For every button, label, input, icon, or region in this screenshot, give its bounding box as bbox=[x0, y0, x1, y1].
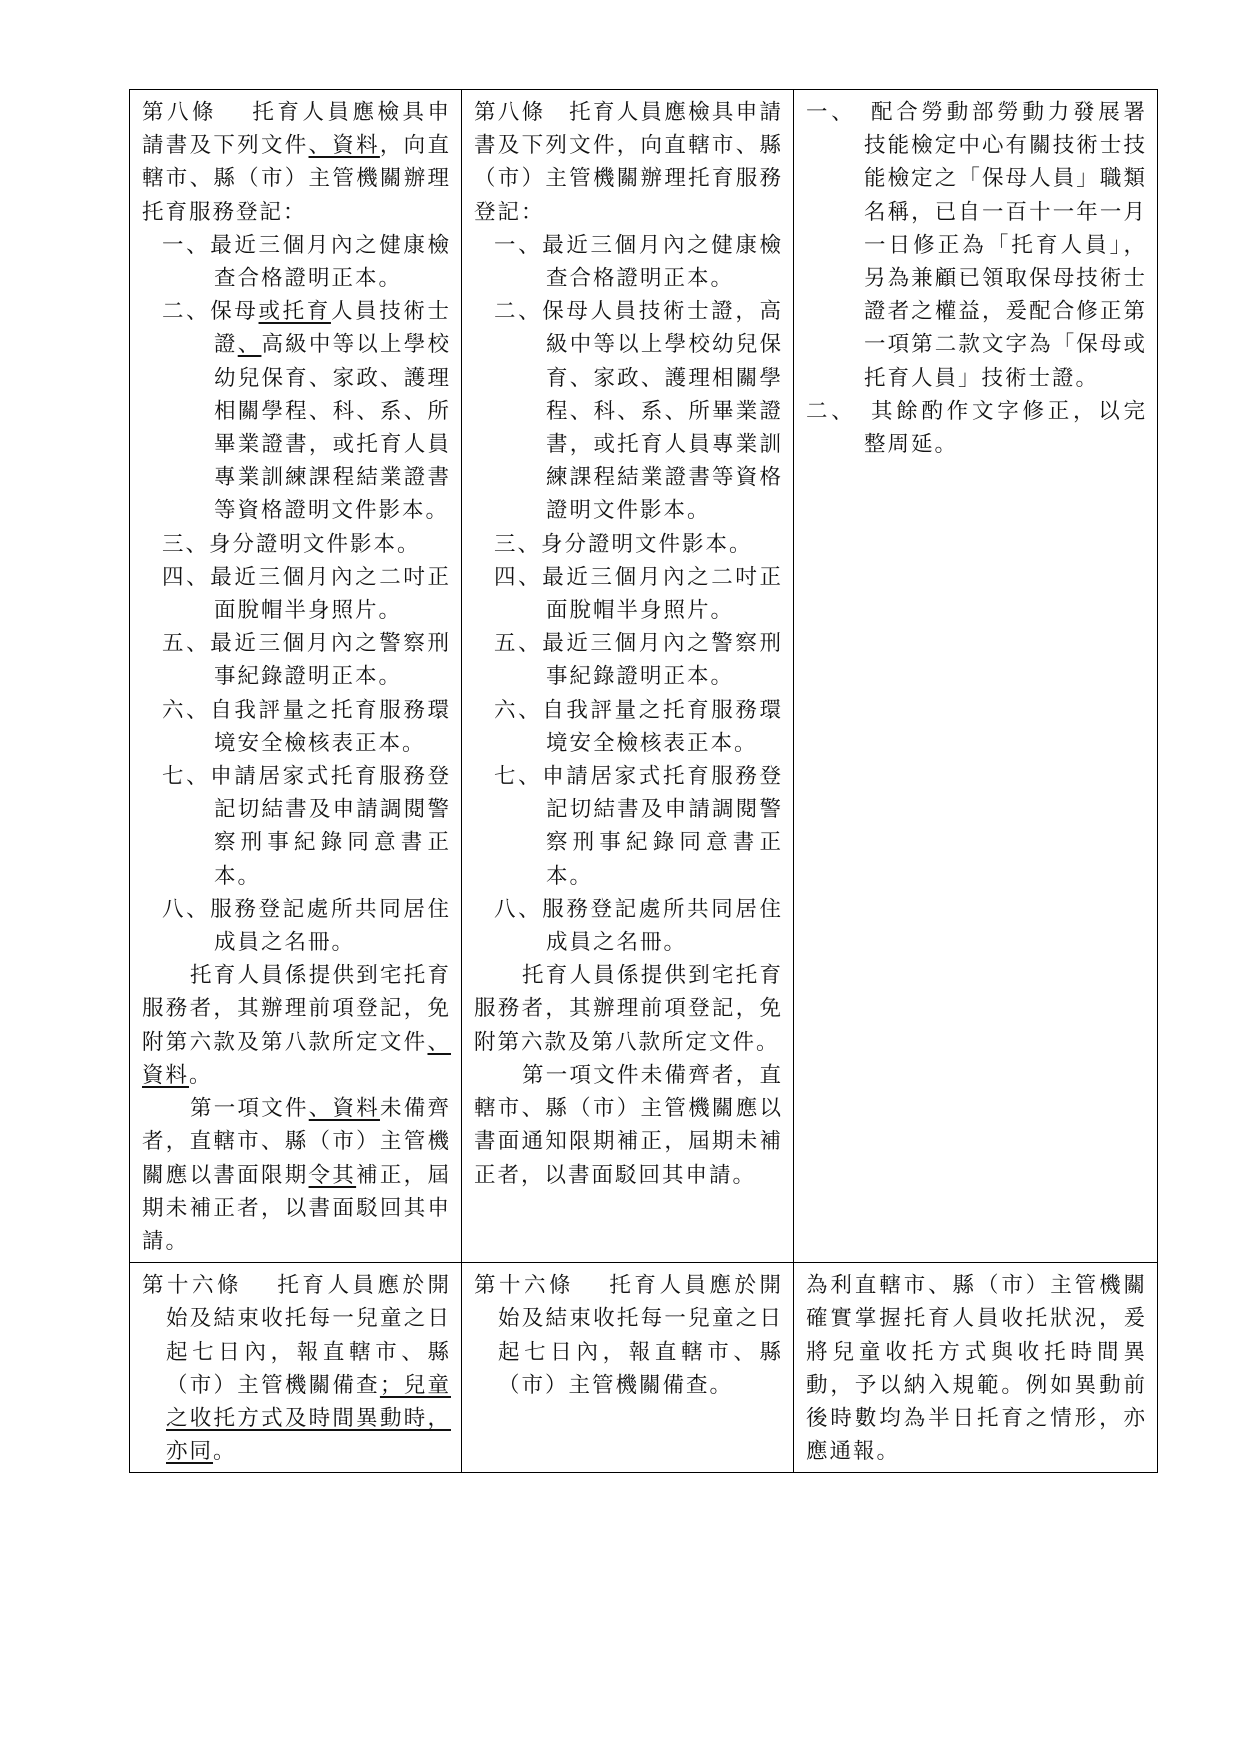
text-segment: 二、保母人員技術士證，高級中等以上學校幼兒保育、家政、護理相關學程、科、系、所畢業證書，或托育人員專業訓練課程結業證書等資格證明文件影本。 bbox=[494, 299, 783, 524]
list-item bbox=[142, 295, 451, 527]
paragraph bbox=[142, 959, 451, 1092]
amended-text: 、資料 bbox=[308, 1096, 380, 1122]
paragraph bbox=[474, 1059, 783, 1192]
text-segment: 第一項文件未備齊者，直轄市、縣（市）主管機關應以書面通知限期補正，屆期未補正者，以書面駁回其申請。 bbox=[474, 1062, 783, 1188]
list-item bbox=[142, 893, 451, 959]
amended-text: 、資料 bbox=[308, 133, 380, 159]
text-segment: 第八條 托育人員應檢具申請書及下列文件，向直轄市、縣（市）主管機關辦理托育服務登記： bbox=[474, 100, 783, 225]
text-segment: 一、 配合勞動部勞動力發展署技能檢定中心有關技術士技能檢定之「保母人員」職類名稱，已自一百十一年一月一日修正為「托育人員」，另為兼顧已領取保母技術士證者之權益，爰配合修正第一項第二款文字為「保母或托育人員」技術士證。 bbox=[806, 100, 1147, 391]
amended-text: 令其 bbox=[308, 1162, 357, 1188]
text-segment: 第八條 托育人員應檢具申請書及下列文件 bbox=[142, 100, 451, 159]
list-item bbox=[142, 694, 451, 760]
explanation-cell bbox=[794, 1263, 1158, 1473]
list-item bbox=[474, 694, 783, 760]
text-segment: 六、自我評量之托育服務環境安全檢核表正本。 bbox=[494, 697, 783, 756]
table-row bbox=[130, 1263, 1158, 1473]
list-item bbox=[142, 561, 451, 627]
paragraph bbox=[474, 959, 783, 1059]
amended-text-cell bbox=[130, 1263, 462, 1473]
text-segment: 。 bbox=[213, 1439, 237, 1465]
amended-text: 或托育 bbox=[258, 299, 331, 325]
paragraph bbox=[142, 1269, 451, 1468]
current-text-cell bbox=[462, 90, 794, 1263]
text-segment: 八、服務登記處所共同居住成員之名冊。 bbox=[162, 896, 451, 956]
text-segment: 一、最近三個月內之健康檢查合格證明正本。 bbox=[494, 232, 783, 292]
text-segment: 為利直轄市、縣（市）主管機關確實掌握托育人員收托狀況，爰將兒童收托方式與收托時間異動，予以納入規範。例如異動前後時數均為半日托育之情形，亦應通報。 bbox=[806, 1273, 1147, 1465]
text-segment: 七、申請居家式托育服務登記切結書及申請調閱警察刑事紀錄同意書正本。 bbox=[162, 764, 451, 889]
explanation-item bbox=[806, 395, 1147, 461]
comparison-table bbox=[129, 89, 1158, 1473]
amended-text: 、資料 bbox=[142, 1029, 451, 1088]
amended-text: ；兒童之收托方式及時間異動時，亦同 bbox=[166, 1372, 451, 1465]
list-item bbox=[142, 627, 451, 693]
explanation-cell bbox=[794, 90, 1158, 1263]
list-item bbox=[474, 893, 783, 959]
table-row bbox=[130, 90, 1158, 1263]
text-segment: 高級中等以上學校幼兒保育、家政、護理相關學程、科、系、所畢業證書，或托育人員專業訓練課程結業證書等資格證明文件影本。 bbox=[214, 332, 451, 524]
paragraph bbox=[474, 1269, 783, 1402]
text-segment: 一、最近三個月內之健康檢查合格證明正本。 bbox=[162, 232, 451, 292]
article-heading bbox=[806, 1269, 1147, 1468]
text-segment: ，向直轄市、縣（市）主管機關辦理托育服務登記： bbox=[142, 133, 451, 225]
amended-text-cell bbox=[130, 90, 462, 1263]
text-segment: 未備齊者，直轄市、縣（市）主管機關應以書面限期 bbox=[142, 1096, 451, 1188]
text-segment: 托育人員係提供到宅托育服務者，其辦理前項登記，免附第六款及第八款所定文件 bbox=[142, 963, 451, 1055]
article-heading bbox=[474, 96, 783, 229]
list-item bbox=[142, 229, 451, 295]
paragraph bbox=[142, 1092, 451, 1258]
list-item bbox=[474, 627, 783, 693]
list-item bbox=[142, 760, 451, 893]
text-segment: 七、申請居家式托育服務登記切結書及申請調閱警察刑事紀錄同意書正本。 bbox=[494, 764, 783, 889]
text-segment: 人員技術士證 bbox=[214, 299, 451, 358]
list-item bbox=[474, 229, 783, 295]
article-heading bbox=[142, 96, 451, 229]
text-segment: 補正，屆期未補正者，以書面駁回其申請。 bbox=[142, 1162, 451, 1254]
text-segment: 第十六條 托育人員應於開始及結束收托每一兒童之日起七日內，報直轄市、縣（市）主管機關備查 bbox=[142, 1273, 451, 1398]
text-segment: 二、 其餘酌作文字修正，以完整周延。 bbox=[806, 398, 1147, 458]
text-segment: 第十六條 托育人員應於開始及結束收托每一兒童之日起七日內，報直轄市、縣（市）主管機關備查。 bbox=[474, 1273, 783, 1398]
text-segment: 托育人員係提供到宅托育服務者，其辦理前項登記，免附第六款及第八款所定文件。 bbox=[474, 963, 783, 1055]
text-segment: 五、最近三個月內之警察刑事紀錄證明正本。 bbox=[162, 631, 451, 690]
text-segment: 八、服務登記處所共同居住成員之名冊。 bbox=[494, 896, 783, 956]
text-segment: 四、最近三個月內之二吋正面脫帽半身照片。 bbox=[162, 564, 451, 624]
text-segment: 三、身分證明文件影本。 bbox=[494, 531, 753, 557]
list-item bbox=[474, 528, 783, 561]
list-item bbox=[474, 295, 783, 527]
text-segment: 第一項文件 bbox=[190, 1096, 309, 1122]
amended-text: 、 bbox=[237, 332, 262, 358]
current-text-cell bbox=[462, 1263, 794, 1473]
text-segment: 五、最近三個月內之警察刑事紀錄證明正本。 bbox=[494, 631, 783, 690]
list-item bbox=[474, 561, 783, 627]
text-segment: 。 bbox=[189, 1062, 213, 1088]
list-item bbox=[474, 760, 783, 893]
text-segment: 六、自我評量之托育服務環境安全檢核表正本。 bbox=[162, 697, 451, 756]
explanation-item bbox=[806, 96, 1147, 395]
text-segment: 四、最近三個月內之二吋正面脫帽半身照片。 bbox=[494, 564, 783, 624]
text-segment: 三、身分證明文件影本。 bbox=[162, 531, 421, 557]
list-item bbox=[142, 528, 451, 561]
text-segment: 二、保母 bbox=[162, 299, 259, 325]
